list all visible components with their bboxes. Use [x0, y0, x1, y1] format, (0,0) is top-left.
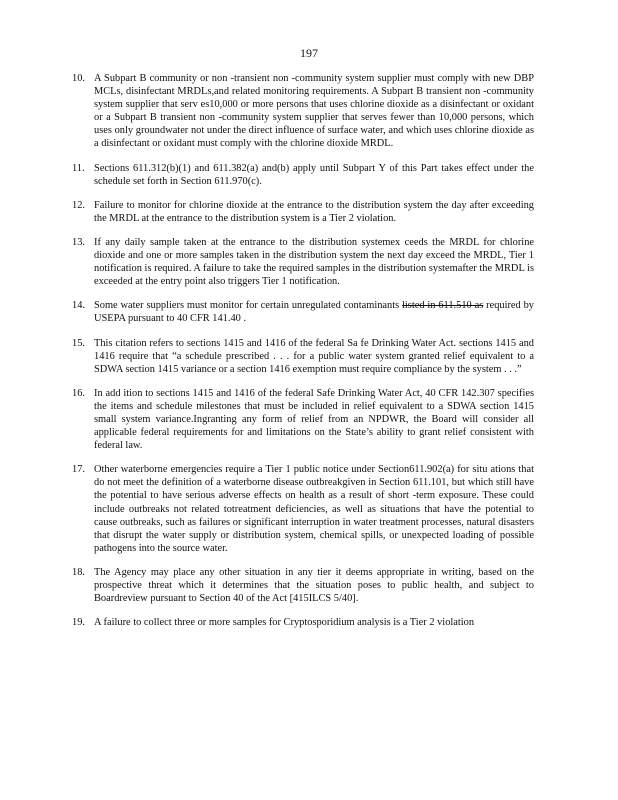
note-16 — [72, 387, 534, 452]
note-number: 16. — [72, 387, 85, 399]
note-number: 17. — [72, 464, 85, 476]
notes-list — [72, 72, 534, 640]
note-text: A Subpart B community or non -transient non -community system supplier must comply with new DBP MCLs, disinfectant MRDLs,and related monitoring requirements. A Subpart B transient non -community system supplier that serv es10,000 or more persons that uses chlorine dioxide as a disinfectant or oxidant or a Subpart B transient non -community system supplier that serves fewer than 10,000 persons, which uses only groundwater not under the direct influence of surface water, and which uses chlorine dioxide as a disinfectant or oxidant must comply with the chlorine dioxide MRDL. — [94, 73, 534, 150]
note-text: Some water suppliers must monitor for certain unregulated contaminants — [94, 300, 403, 312]
note-number: 15. — [72, 337, 85, 349]
note-text-after: required by USEPA pursuant to 40 CFR 141.40 . — [94, 300, 534, 325]
struck-text: listed in 611.510 as — [402, 300, 484, 312]
note-number: 13. — [72, 236, 85, 248]
note-12 — [72, 199, 534, 225]
note-15 — [72, 337, 534, 376]
note-14 — [72, 299, 534, 325]
note-text: The Agency may place any other situation in any tier it deems appropriate in writing, based on the prospective threat which it determines that the situation poses to public health, and subject to Boardreview pursuant to Section 40 of the Act [415ILCS 5/40]. — [94, 566, 534, 605]
note-13 — [72, 236, 534, 288]
note-number: 19. — [72, 617, 85, 629]
note-text: Other waterborne emergencies require a Tier 1 public notice under Section611.902(a) for situ ations that do not meet the definition of a waterborne disease outbreakgiven in Section 611.101, but which still have the potential to have serious adverse effects on health as a result of short -term exposure. These could include outbreaks not related totreatment deficiencies, as well as situations that have the potential to cause outbreaks, such as failures or significant interruption in water treatment processes, natural disasters that disrupt the water supply or distribution system, chemical spills, or unexpected loading of possible pathogens into the source water. — [94, 464, 534, 554]
note-number: 14. — [72, 300, 85, 312]
note-text: If any daily sample taken at the entrance to the distribution systemex ceeds the MRDL for chlorine dioxide and one or more samples taken in the distribution system the next day exceed the MRDL, Tier 1 notification is required. A failure to take the required samples in the distribution systemafter the MRDL is exceeded at the entry point also triggers Tier 1 notification. — [94, 236, 534, 288]
note-11 — [72, 162, 534, 188]
note-19 — [72, 616, 534, 629]
note-number: 18. — [72, 566, 85, 578]
page-number: 197 — [300, 46, 318, 60]
note-number: 11. — [72, 162, 85, 174]
note-number: 12. — [72, 199, 85, 211]
note-text: A failure to collect three or more samples for Cryptosporidium analysis is a Tier 2 violation — [94, 617, 475, 629]
note-17 — [72, 463, 534, 555]
note-18 — [72, 566, 534, 605]
note-text: Failure to monitor for chlorine dioxide at the entrance to the distribution system the day after exceeding the MRDL at the entrance to the distribution system is a Tier 2 violation. — [94, 199, 534, 224]
note-text: In add ition to sections 1415 and 1416 of the federal Safe Drinking Water Act, 40 CFR 142.307 specifies the items and schedule milestones that must be included in relief equivalent to a SDWA section 1415 small system variance.Ingranting any form of relief from an NPDWR, the Board will consider all applicable federal requirements for and limitations on the State’s ability to grant relief consistent with federal law. — [94, 387, 534, 452]
note-10 — [72, 72, 534, 151]
note-number: 10. — [72, 73, 85, 84]
note-text: Sections 611.312(b)(1) and 611.382(a) and(b) apply until Subpart Y of this Part takes effect under the schedule set forth in Section 611.970(c). — [94, 162, 534, 187]
note-text: This citation refers to sections 1415 and 1416 of the federal Sa fe Drinking Water Act. sections 1415 and 1416 require that “a schedule prescribed . . . for a public water system granted relief equivalent to a SDWA section 1415 variance or a section 1416 exemption must require compliance by the system . . .” — [94, 337, 534, 375]
